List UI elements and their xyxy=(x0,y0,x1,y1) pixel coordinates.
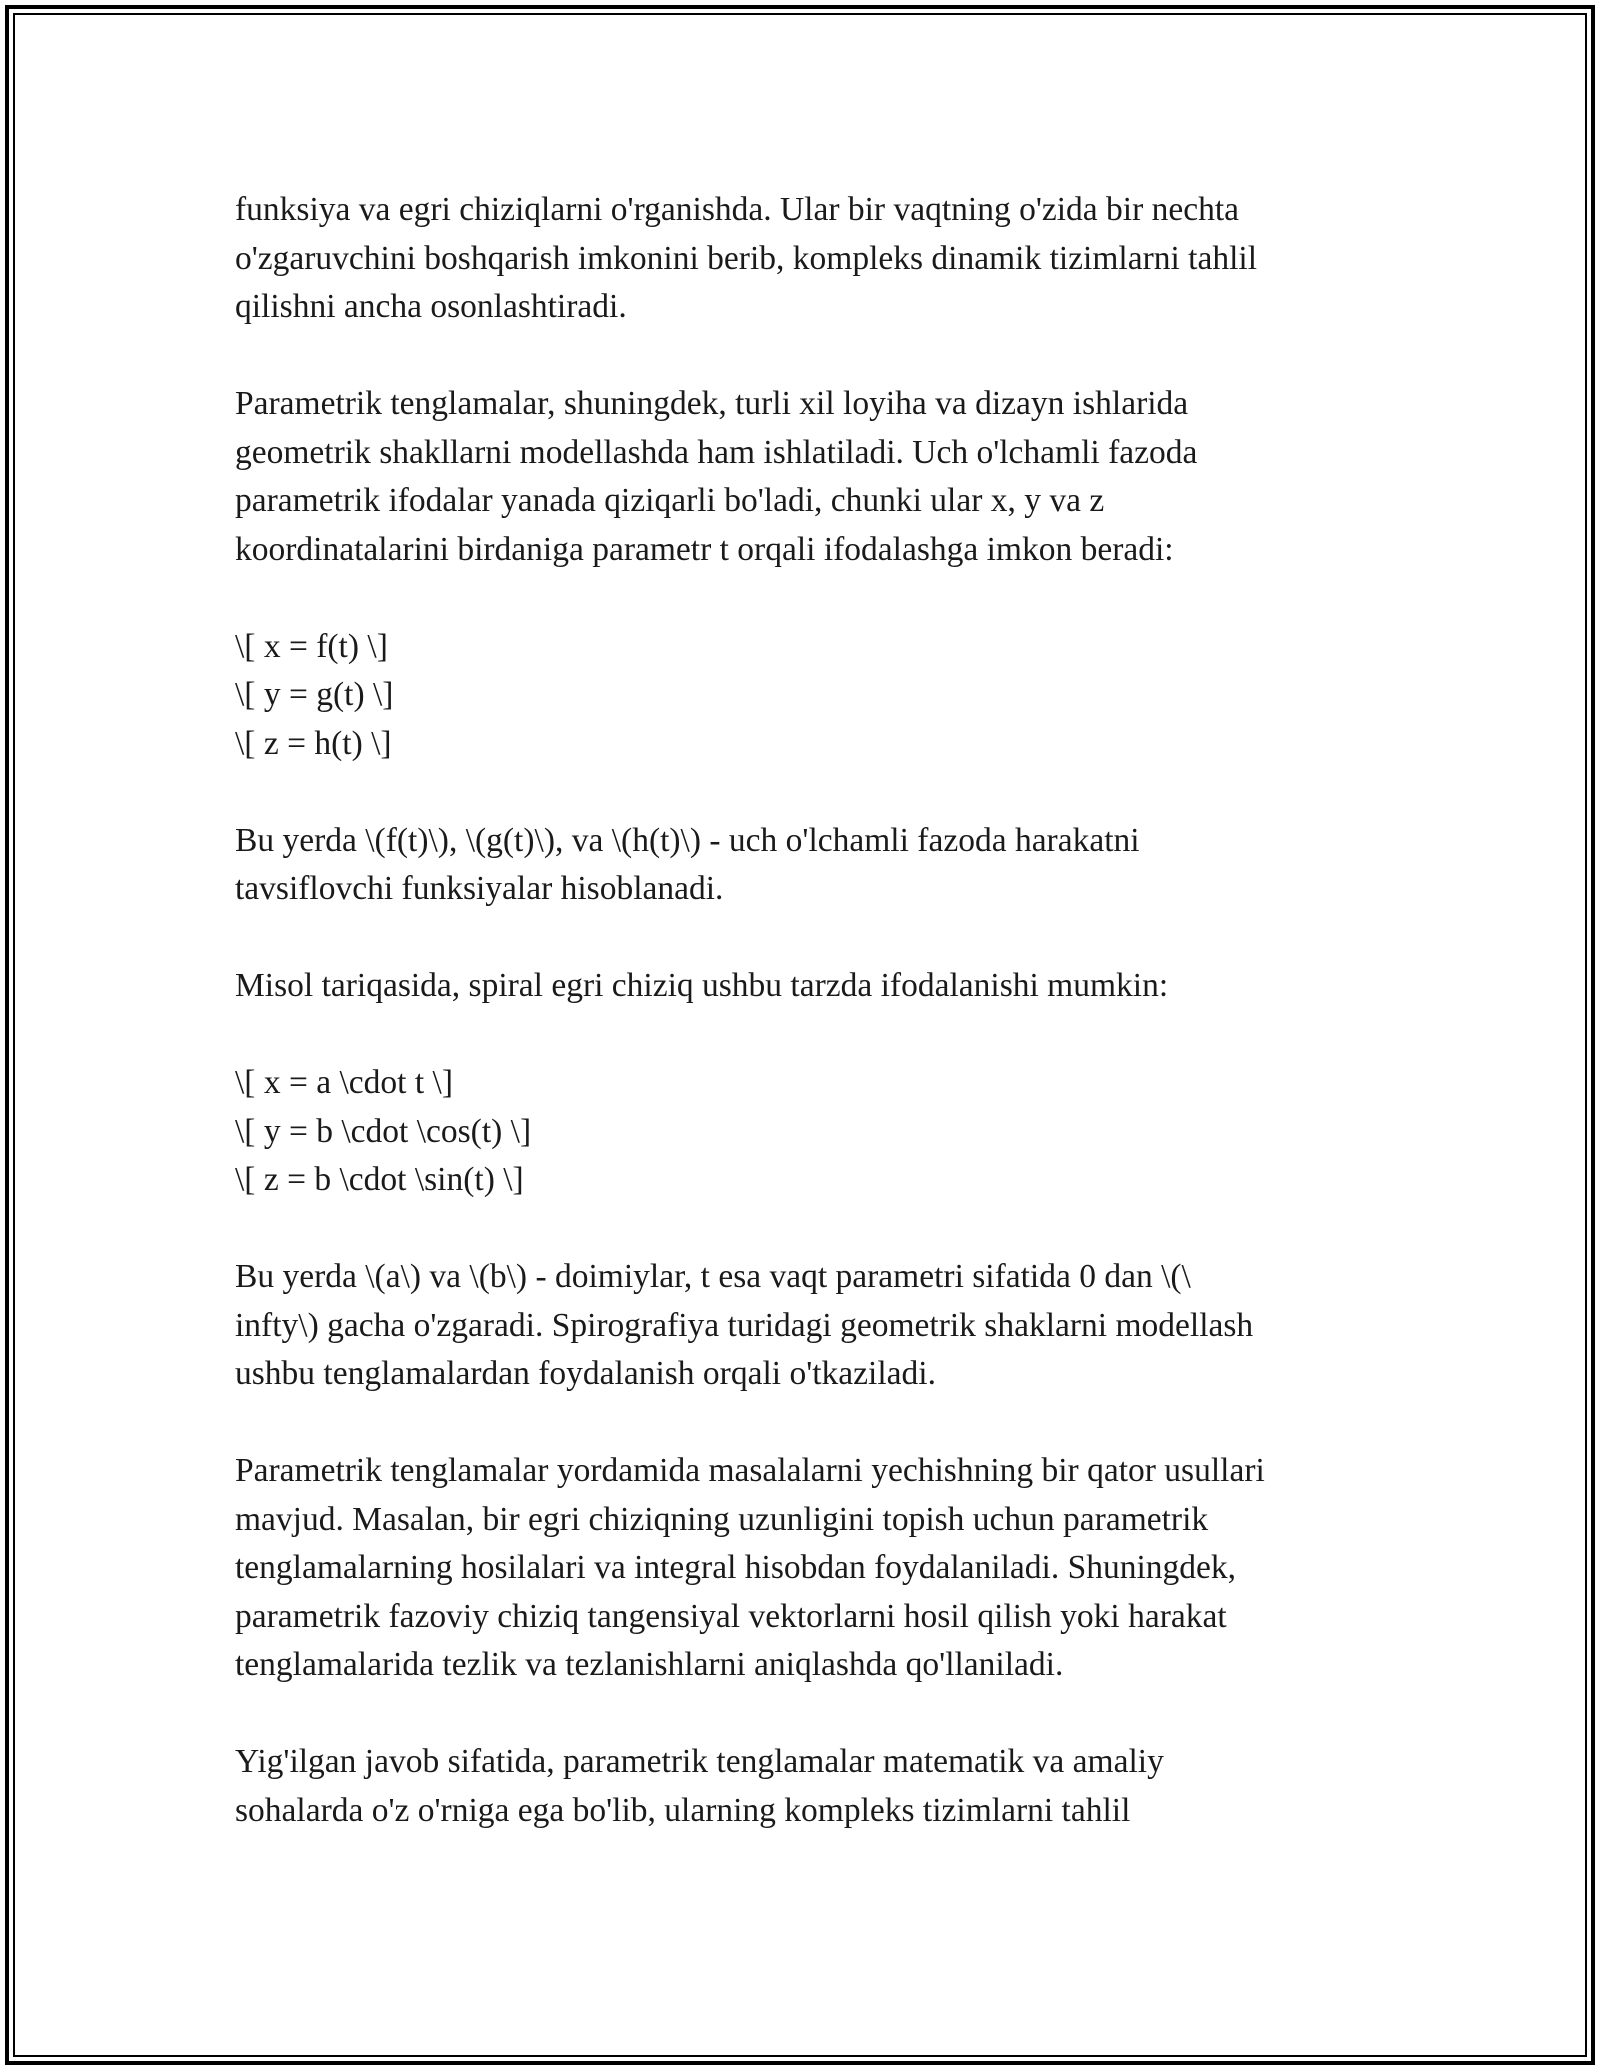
equation-line: \[ x = f(t) \] xyxy=(235,627,388,665)
paragraph-gap xyxy=(235,768,1385,817)
paragraph-gap xyxy=(235,1205,1385,1254)
paragraph-gap xyxy=(235,332,1385,381)
equation-line: \[ z = b \cdot \sin(t) \] xyxy=(235,1161,524,1198)
equation-line: \[ y = g(t) \] xyxy=(235,676,394,713)
paragraph-gap xyxy=(235,1011,1385,1060)
text-line: ushbu tenglamalardan foydalanish orqali o'tkaziladi. xyxy=(235,1355,936,1392)
text-line: koordinatalarini birdaniga parametr t orqali ifodalashga imkon beradi: xyxy=(235,530,1174,568)
equation-line: \[ x = a \cdot t \] xyxy=(235,1064,453,1101)
text-line: tenglamalarida tezlik va tezlanishlarni aniqlashda qo'llaniladi. xyxy=(235,1646,1064,1683)
text-line: mavjud. Masalan, bir egri chiziqning uzunligini topish uchun parametrik xyxy=(235,1500,1209,1538)
text-line: Parametrik tenglamalar yordamida masalalarni yechishning bir qator usullari xyxy=(235,1452,1265,1489)
text-line: Bu yerda \(a\) va \(b\) - doimiylar, t esa vaqt parametri sifatida 0 dan \(\ xyxy=(235,1258,1191,1295)
text-line: Parametrik tenglamalar, shuningdek, turli xil loyiha va dizayn ishlarida xyxy=(235,385,1189,422)
document-body xyxy=(235,186,1385,1835)
paragraph-gap xyxy=(235,1690,1385,1739)
text-line: Bu yerda \(f(t)\), \(g(t)\), va \(h(t)\) - uch o'lchamli fazoda harakatni xyxy=(235,821,1140,859)
text-line: geometrik shakllarni modellashda ham ishlatiladi. Uch o'lchamli fazoda xyxy=(235,433,1198,471)
text-line: tenglamalarning hosilalari va integral hisobdan foydalaniladi. Shuningdek, xyxy=(235,1549,1237,1586)
paragraph-gap xyxy=(235,1399,1385,1448)
text-line: tavsiflovchi funksiyalar hisoblanadi. xyxy=(235,870,724,907)
equation-line: \[ z = h(t) \] xyxy=(235,724,392,762)
text-line: Yig'ilgan javob sifatida, parametrik tenglamalar matematik va amaliy xyxy=(235,1743,1164,1780)
text-line: sohalarda o'z o'rniga ega bo'lib, ularning kompleks tizimlarni tahlil xyxy=(235,1791,1131,1829)
text-line: Misol tariqasida, spiral egri chiziq ushbu tarzda ifodalanishi mumkin: xyxy=(235,967,1169,1004)
text-line: o'zgaruvchini boshqarish imkonini berib, kompleks dinamik tizimlarni tahlil xyxy=(235,239,1258,277)
text-line: parametrik ifodalar yanada qiziqarli bo'ladi, chunki ular x, y va z xyxy=(235,482,1105,519)
equation-line: \[ y = b \cdot \cos(t) \] xyxy=(235,1112,532,1150)
paragraph-gap xyxy=(235,574,1385,623)
paragraph-gap xyxy=(235,914,1385,963)
text-line: infty\) gacha o'zgaradi. Spirografiya turidagi geometrik shaklarni modellash xyxy=(235,1306,1254,1344)
text-line: qilishni ancha osonlashtiradi. xyxy=(235,288,627,325)
text-line: funksiya va egri chiziqlarni o'rganishda. Ular bir vaqtning o'zida bir nechta xyxy=(235,191,1240,228)
text-line: parametrik fazoviy chiziq tangensiyal vektorlarni hosil qilish yoki harakat xyxy=(235,1597,1227,1635)
